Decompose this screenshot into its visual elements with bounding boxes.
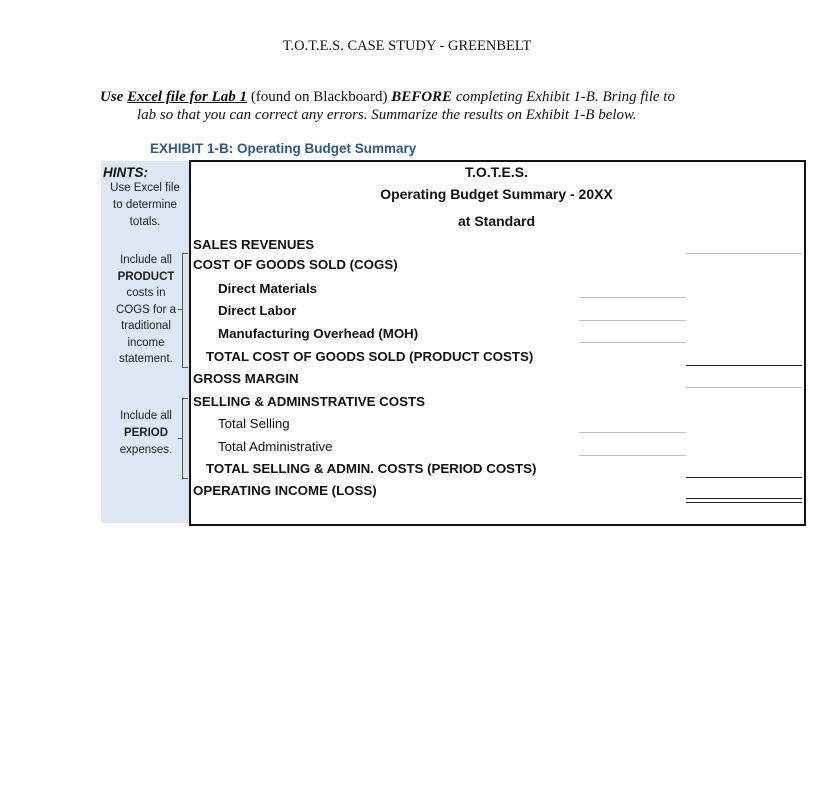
instruction-use: Use	[100, 89, 128, 105]
field-moh[interactable]	[579, 342, 686, 343]
label-total-admin: Total Administrative	[218, 439, 333, 454]
hint-period-strong: PERIOD	[123, 427, 169, 439]
field-total-sga[interactable]	[686, 477, 802, 478]
hints-heading: HINTS:	[103, 165, 148, 180]
hint-product-strong: PRODUCT	[117, 270, 175, 283]
field-sales-revenues[interactable]	[686, 253, 802, 254]
hint-excel-totals: Use Excel file to determine totals.	[110, 182, 180, 228]
label-moh: Manufacturing Overhead (MOH)	[218, 326, 419, 341]
field-operating-income[interactable]	[686, 498, 802, 503]
field-direct-labor[interactable]	[579, 320, 686, 321]
period-costs-brace-tick	[178, 438, 182, 439]
label-selling-admin: SELLING & ADMINSTRATIVE COSTS	[193, 394, 425, 409]
instruction-rest: completing Exhibit 1-B. Bring file to	[452, 89, 675, 105]
statement-title: Operating Budget Summary - 20XX	[380, 186, 613, 202]
label-total-cogs: TOTAL COST OF GOODS SOLD (PRODUCT COSTS)	[206, 349, 534, 364]
label-sales-revenues: SALES REVENUES	[193, 237, 315, 252]
exhibit-title: EXHIBIT 1-B: Operating Budget Summary	[150, 141, 417, 156]
hint-period-expenses	[110, 408, 182, 459]
product-costs-brace	[182, 253, 188, 368]
label-gross-margin: GROSS MARGIN	[193, 371, 299, 386]
label-cogs: COST OF GOODS SOLD (COGS)	[193, 257, 398, 272]
label-total-selling: Total Selling	[218, 416, 290, 431]
label-direct-materials: Direct Materials	[218, 281, 318, 296]
label-total-sga: TOTAL SELLING & ADMIN. COSTS (PERIOD COSTS)	[206, 461, 537, 476]
instruction-found: (found on Blackboard)	[247, 89, 392, 105]
instruction-line-2: lab so that you can correct any errors. Summarize the results on Exhibit 1-B below.	[137, 107, 637, 123]
field-direct-materials[interactable]	[579, 297, 686, 298]
field-gross-margin[interactable]	[686, 387, 802, 388]
instruction-line-1	[100, 89, 675, 106]
hint-product-post: costs in COGS for a traditional income statement.	[115, 287, 177, 365]
period-costs-brace	[182, 398, 188, 479]
company-name: T.O.T.E.S.	[464, 164, 528, 180]
hint-period-post: expenses.	[119, 444, 173, 456]
hint-period-pre: Include all	[120, 410, 172, 422]
instruction-before: BEFORE	[391, 89, 453, 105]
hint-product-costs	[110, 252, 182, 368]
statement-subtitle: at Standard	[457, 213, 535, 229]
label-direct-labor: Direct Labor	[218, 303, 297, 318]
hint-product-pre: Include all	[120, 254, 172, 266]
field-total-selling[interactable]	[579, 432, 686, 433]
field-total-cogs[interactable]	[686, 365, 802, 366]
field-total-admin[interactable]	[579, 455, 686, 456]
product-costs-brace-tick	[178, 309, 182, 310]
label-operating-income: OPERATING INCOME (LOSS)	[193, 483, 377, 498]
excel-file-link[interactable]: Excel file for Lab 1	[127, 89, 248, 105]
document-title: T.O.T.E.S. CASE STUDY - GREENBELT	[282, 38, 532, 54]
